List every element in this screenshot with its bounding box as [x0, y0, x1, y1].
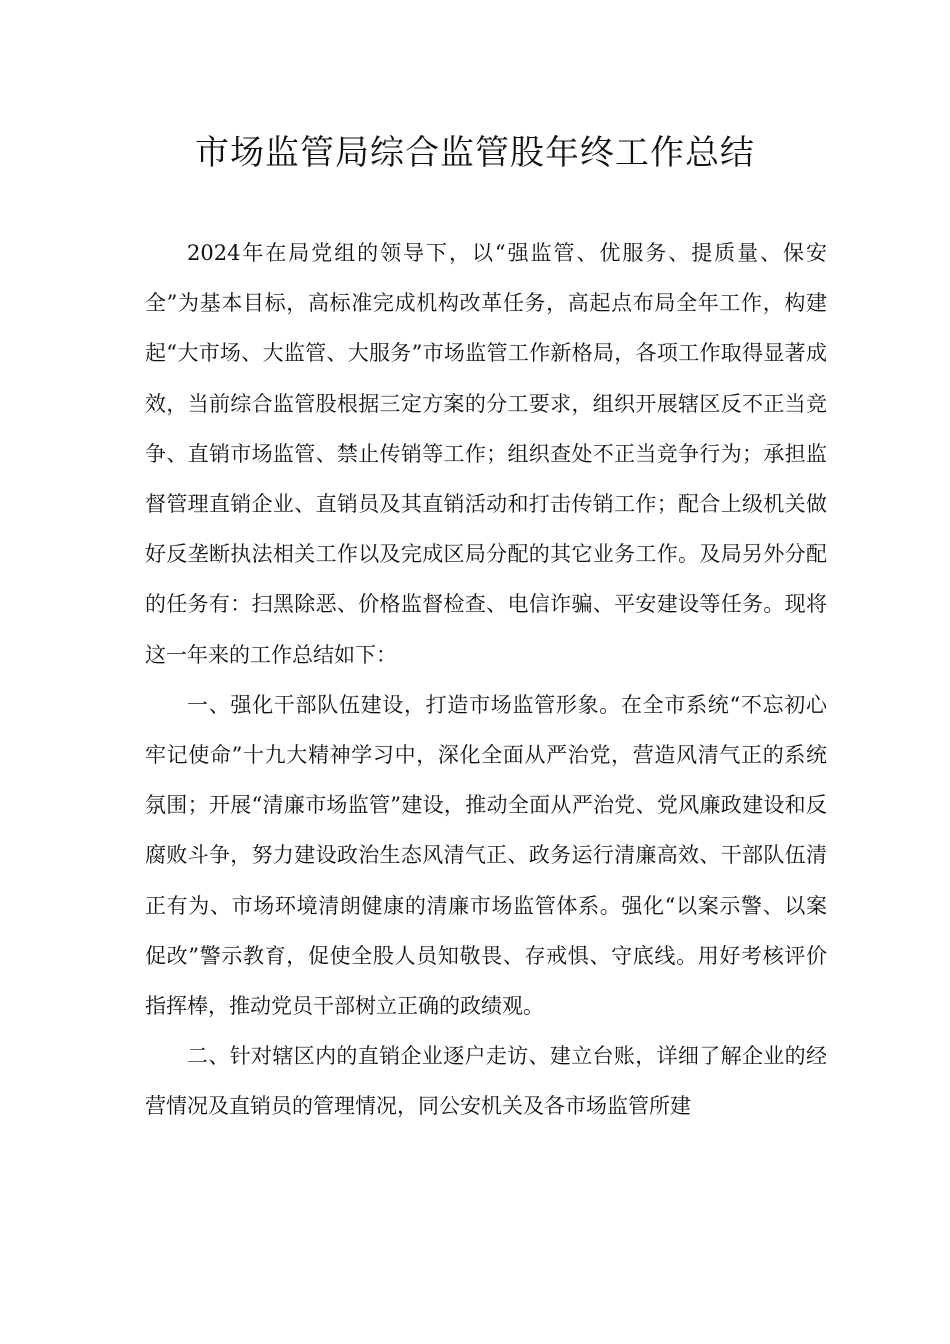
document-body	[145, 228, 827, 1132]
paragraph-section-2: 二、针对辖区内的直销企业逐户走访、建立台账，详细了解企业的经营情况及直销员的管理情况，同公安机关及各市场监管所建	[145, 1044, 827, 1119]
paragraph-intro: 2024年在局党组的领导下，以“强监管、优服务、提质量、保安全”为基本目标，高标准完成机构改革任务，高起点布局全年工作，构建起“大市场、大监管、大服务”市场监管工作新格局，各项工作取得显著成效，当前综合监管股根据三定方案的分工要求，组织开展辖区反不正当竞争、直销市场监管、禁止传销等工作；组织查处不正当竞争行为；承担监督管理直销企业、直销员及其直销活动和打击传销工作；配合上级机关做好反垄断执法相关工作以及完成区局分配的其它业务工作。及局另外分配的任务有：扫黑除恶、价格监督检查、电信诈骗、平安建设等任务。现将这一年来的工作总结如下：	[145, 241, 827, 667]
document-title: 市场监管局综合监管股年终工作总结	[195, 133, 755, 173]
paragraph-section-1: 一、强化干部队伍建设，打造市场监管形象。在全市系统“不忘初心 牢记使命”十九大精神学习中，深化全面从严治党，营造风清气正的系统氛围；开展“清廉市场监管”建设，推动全面从严治党、党风廉政建设和反腐败斗争，努力建设政治生态风清气正、政务运行清廉高效、干部队伍清正有为、市场环境清朗健康的清廉市场监管体系。强化“以案示警、以案促改”警示教育，促使全股人员知敬畏、存戒惧、守底线。用好考核评价指挥棒，推动党员干部树立正确的政绩观。	[145, 692, 827, 1019]
